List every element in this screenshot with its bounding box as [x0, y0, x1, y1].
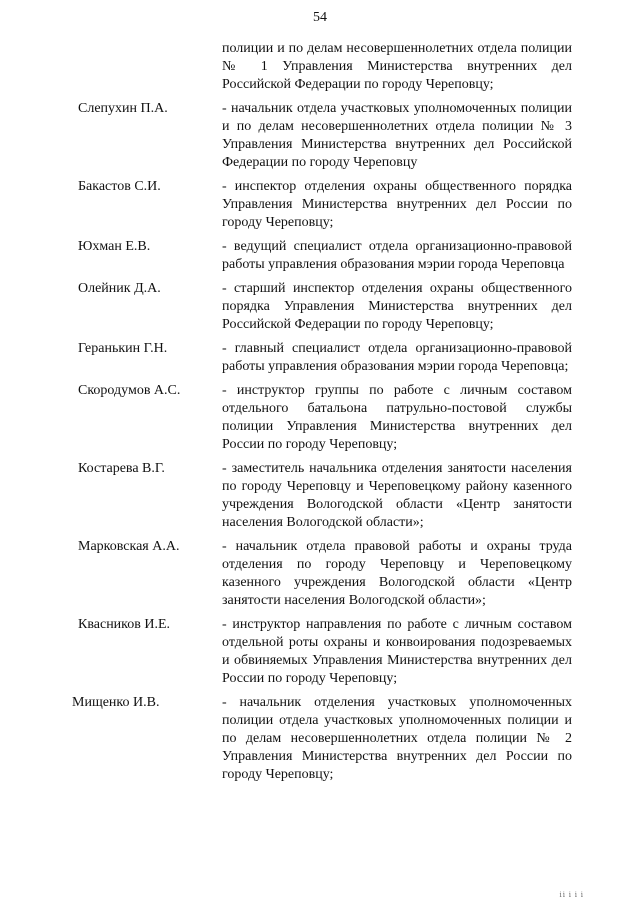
scan-corner-mark: ⅰⅰ ⅰ ⅰ ⅰ [559, 891, 584, 899]
member-name: Скородумов А.С. [78, 383, 181, 398]
list-item [0, 694, 640, 784]
list-item [0, 616, 640, 688]
member-position: - начальник отдела участковых уполномоченных полиции и по делам несовершеннолетних отдела полиции № 3 Управления Министерства внутренних дел Российской Федерации по городу Череповцу [222, 101, 572, 170]
member-position: - начальник отделения участковых уполномоченных полиции отдела участковых уполномоченных полиции и по делам несовершеннолетних отдела полиции № 2 Управления Министерства внутренних дел России по городу Череповцу; [222, 695, 572, 782]
list-item [0, 460, 640, 532]
member-position: полиции и по делам несовершеннолетних отдела полиции № 1 Управления Министерства внутренних дел Российской Федерации по городу Череповцу; [222, 41, 572, 92]
member-name: Геранькин Г.Н. [78, 341, 168, 356]
member-name: Юхман Е.В. [78, 239, 151, 254]
member-name: Бакастов С.И. [78, 179, 161, 194]
member-position: - начальник отдела правовой работы и охраны труда отделения по городу Череповцу и Череповецкому казенного учреждения Вологодской области «Центр занятости населения Вологодской области»; [222, 539, 572, 608]
member-name: Квасников И.Е. [78, 617, 171, 632]
member-name: Костарева В.Г. [78, 461, 165, 476]
member-position: - ведущий специалист отдела организационно-правовой работы управления образования мэрии города Череповца [222, 239, 572, 272]
member-name: Слепухин П.А. [78, 101, 168, 116]
list-item [0, 40, 640, 94]
member-position: - инструктор направления по работе с личным составом отдельной роты охраны и конвоирования подозреваемых и обвиняемых Управления Министерства внутренних дел России по городу Череповцу; [222, 617, 572, 686]
list-item [0, 100, 640, 172]
member-position: - главный специалист отдела организационно-правовой работы управления образования мэрии города Череповца; [222, 341, 572, 374]
member-list [0, 40, 640, 790]
list-item [0, 340, 640, 376]
member-position: - инспектор отделения охраны общественного порядка Управления Министерства внутренних дел России по городу Череповцу; [222, 179, 572, 230]
list-item [0, 538, 640, 610]
page-number: 54 [313, 10, 327, 25]
list-item [0, 178, 640, 232]
member-position: - заместитель начальника отделения занятости населения по городу Череповцу и Череповецкому району казенного учреждения Вологодской области «Центр занятости населения Вологодской области»; [222, 461, 572, 530]
member-name: Мищенко И.В. [72, 695, 160, 710]
member-name: Марковская А.А. [78, 539, 180, 554]
member-position: - инструктор группы по работе с личным составом отдельного батальона патрульно-постовой службы полиции Управления Министерства внутренних дел России по городу Череповцу; [222, 383, 572, 452]
list-item [0, 382, 640, 454]
list-item [0, 280, 640, 334]
member-position: - старший инспектор отделения охраны общественного порядка Управления Министерства внутренних дел Российской Федерации по городу Череповцу; [222, 281, 572, 332]
list-item [0, 238, 640, 274]
member-name: Олейник Д.А. [78, 281, 161, 296]
